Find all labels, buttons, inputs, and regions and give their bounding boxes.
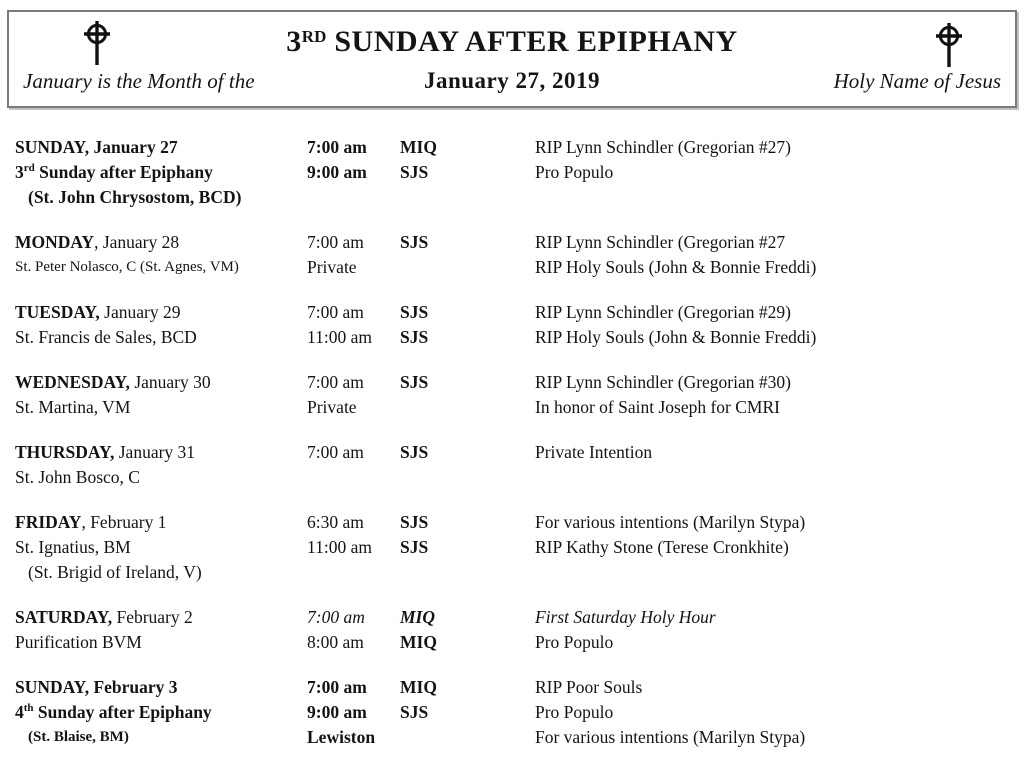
schedule-row [0,560,1024,585]
bulletin-date: January 27, 2019 [423,68,601,93]
intention-cell [535,560,1024,585]
day-cell [15,510,307,535]
day-text: Purification BVM [15,632,142,652]
day-cell [15,255,307,280]
time-cell: Private [307,257,357,277]
day-text: SUNDAY, February 3 [15,677,178,697]
schedule-row [0,325,1024,350]
location-cell [400,395,535,420]
intention-cell: Private Intention [535,442,653,462]
schedule-row [0,300,1024,325]
intention-cell: Pro Populo [535,632,614,652]
schedule-entry [0,440,1024,490]
schedule-entry [0,135,1024,210]
day-cell [15,605,307,630]
day-cell [15,300,307,325]
time-cell [307,560,400,585]
title-number: 3 [286,25,302,58]
location-cell: SJS [400,232,429,252]
intention-cell: RIP Lynn Schindler (Gregorian #30) [535,372,791,392]
day-text: TUESDAY, [15,302,100,322]
schedule-row [0,700,1024,725]
schedule-row [0,370,1024,395]
intention-cell: RIP Holy Souls (John & Bonnie Freddi) [535,257,817,277]
celtic-cross-icon [81,19,113,67]
day-text: St. Martina, VM [15,397,131,417]
schedule-row [0,465,1024,490]
day-cell [15,395,307,420]
time-cell: 7:00 am [307,232,364,252]
schedule-row [0,135,1024,160]
day-text: (St. Blaise, BM) [28,729,129,745]
month-dedication-left: January is the Month of the [23,69,255,93]
schedule-row [0,605,1024,630]
day-text: (St. Brigid of Ireland, V) [28,562,202,582]
day-text: St. Peter Nolasco, C (St. Agnes, VM) [15,259,239,275]
intention-cell: RIP Lynn Schindler (Gregorian #29) [535,302,791,322]
day-text: St. Ignatius, BM [15,537,131,557]
day-cell [15,230,307,255]
day-text: (St. John Chrysostom, BCD) [28,187,242,207]
location-cell: MIQ [400,677,437,697]
intention-cell [535,465,1024,490]
schedule-entry [0,230,1024,280]
schedule-entry [0,370,1024,420]
day-text: St. John Bosco, C [15,467,140,487]
schedule-entry [0,300,1024,350]
time-cell: 6:30 am [307,512,364,532]
time-cell [307,185,400,210]
schedule-row [0,230,1024,255]
schedule-row [0,160,1024,185]
time-cell: 7:00 am [307,677,367,697]
time-cell: 9:00 am [307,702,367,722]
location-cell: SJS [400,537,429,557]
time-cell: 7:00 am [307,607,365,627]
schedule-row [0,185,1024,210]
schedule-row [0,725,1024,750]
location-cell: MIQ [400,607,436,627]
day-text: January 29 [99,302,181,322]
day-text: MONDAY [15,232,95,252]
time-cell: 9:00 am [307,162,367,182]
intention-cell [535,185,1024,210]
schedule-row [0,675,1024,700]
schedule-row [0,395,1024,420]
month-dedication-right: Holy Name of Jesus [833,69,1001,93]
schedule-row [0,510,1024,535]
schedule-row [0,255,1024,280]
time-cell: Lewiston [307,727,376,747]
mass-schedule [0,135,1024,750]
title-text: SUNDAY AFTER EPIPHANY [326,25,738,58]
celtic-cross-icon [933,21,965,69]
location-cell: SJS [400,302,429,322]
location-cell [400,255,535,280]
intention-cell: Pro Populo [535,162,614,182]
day-text: THURSDAY, [15,442,115,462]
location-cell [400,725,535,750]
day-text: SATURDAY, [15,607,113,627]
day-cell [15,370,307,395]
schedule-entry [0,510,1024,585]
time-cell: 7:00 am [307,442,364,462]
location-cell: MIQ [400,632,437,652]
day-text: WEDNESDAY, [15,372,130,392]
day-cell [15,160,307,185]
intention-cell: For various intentions (Marilyn Stypa) [535,727,806,747]
day-cell [15,560,307,585]
time-cell: 7:00 am [307,372,364,392]
time-cell: 7:00 am [307,137,367,157]
title-ordinal-suffix: RD [301,27,327,46]
page-title [9,18,1015,61]
day-cell [15,440,307,465]
intention-cell: First Saturday Holy Hour [535,607,716,627]
time-cell [307,465,400,490]
schedule-entry [0,605,1024,655]
intention-cell: RIP Lynn Schindler (Gregorian #27) [535,137,791,157]
intention-cell: RIP Holy Souls (John & Bonnie Freddi) [535,327,817,347]
time-cell: Private [307,397,357,417]
day-cell [15,185,307,210]
intention-cell: RIP Kathy Stone (Terese Cronkhite) [535,537,789,557]
day-text: February 2 [112,607,193,627]
day-text: , February 1 [81,512,167,532]
day-cell [15,700,307,725]
day-cell [15,325,307,350]
time-cell: 11:00 am [307,327,372,347]
location-cell: SJS [400,512,429,532]
ordinal-suffix: th [23,702,34,715]
intention-cell: In honor of Saint Joseph for CMRI [535,397,780,417]
intention-cell: RIP Lynn Schindler (Gregorian #27 [535,232,786,252]
day-text: Sunday after Epiphany [34,162,213,182]
location-cell: SJS [400,372,429,392]
location-cell: SJS [400,327,429,347]
day-text: January 30 [129,372,211,392]
day-text: SUNDAY, January 27 [15,137,178,157]
intention-cell: For various intentions (Marilyn Stypa) [535,512,806,532]
time-cell: 11:00 am [307,537,372,557]
schedule-row [0,535,1024,560]
day-cell [15,135,307,160]
day-text: St. Francis de Sales, BCD [15,327,197,347]
intention-cell: RIP Poor Souls [535,677,643,697]
schedule-entry [0,675,1024,750]
day-cell [15,535,307,560]
location-cell: SJS [400,162,429,182]
day-cell [15,465,307,490]
day-text: 4 [15,702,24,722]
schedule-row [0,440,1024,465]
location-cell [400,560,535,585]
location-cell: SJS [400,442,429,462]
day-text: FRIDAY [15,512,82,532]
day-text: 3 [15,162,24,182]
location-cell [400,465,535,490]
schedule-row [0,630,1024,655]
header-subtitle-row [9,65,1015,99]
day-cell [15,725,307,750]
location-cell [400,185,535,210]
bulletin-header [7,10,1017,108]
day-text: Sunday after Epiphany [33,702,212,722]
day-text: , January 28 [94,232,180,252]
time-cell: 7:00 am [307,302,364,322]
day-cell [15,630,307,655]
day-cell [15,675,307,700]
ordinal-suffix: rd [23,162,35,175]
location-cell: MIQ [400,137,437,157]
location-cell: SJS [400,702,429,722]
intention-cell: Pro Populo [535,702,614,722]
time-cell: 8:00 am [307,632,364,652]
day-text: January 31 [114,442,196,462]
